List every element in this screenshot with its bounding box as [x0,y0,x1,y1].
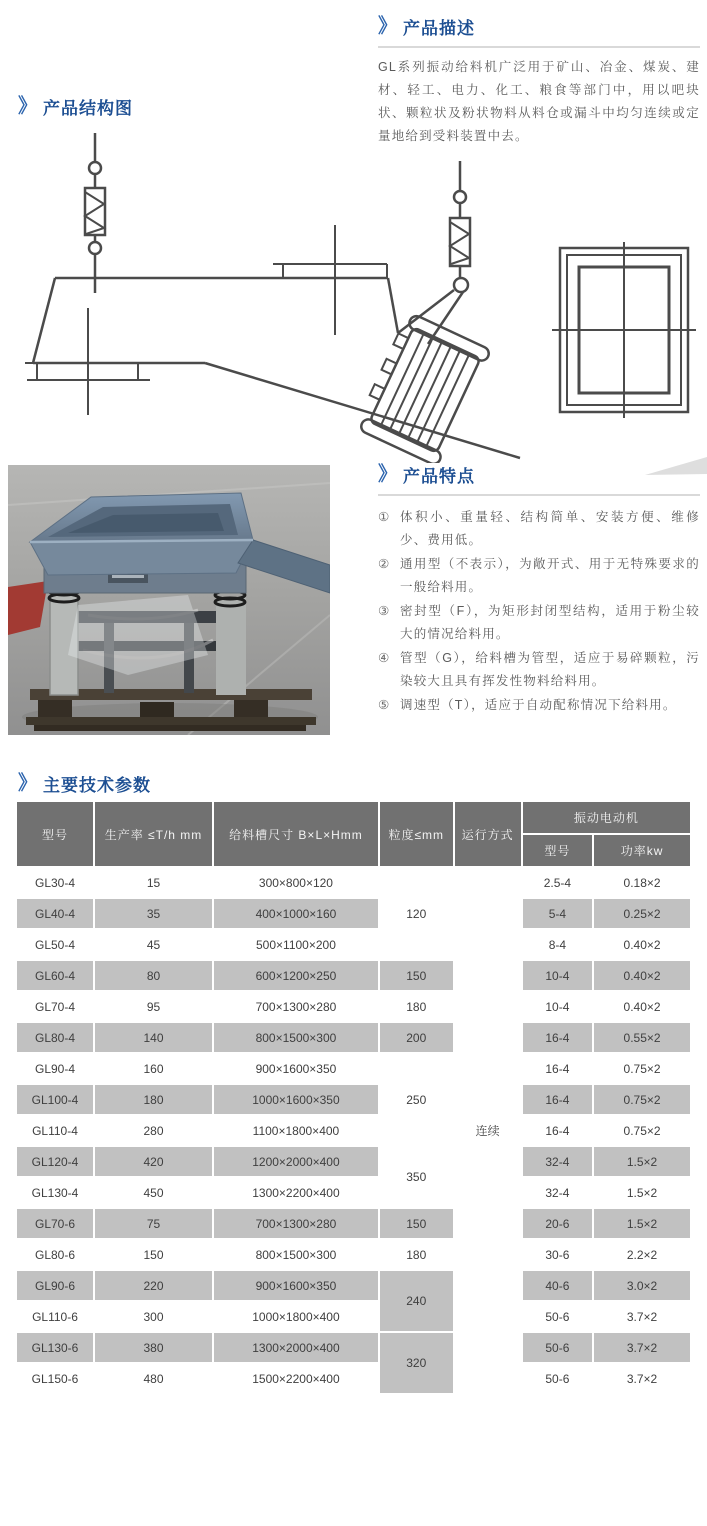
cell-motor-power: 0.25×2 [594,899,690,928]
cell-model: GL90-6 [17,1271,93,1300]
table-row [17,1271,690,1300]
col-header-particle: 粒度≤mm [380,802,453,866]
cell-motor-power: 1.5×2 [594,1178,690,1207]
structure-section-heading [18,94,133,119]
table-row [17,1333,690,1362]
col-header-operation: 运行方式 [455,802,521,866]
cell-particle: 120 [380,868,453,959]
cell-model: GL80-4 [17,1023,93,1052]
double-chevron-icon: 》 [18,772,38,795]
cell-trough: 1300×2000×400 [214,1333,378,1362]
cell-trough: 800×1500×300 [214,1023,378,1052]
feature-text: 密封型（F），为矩形封闭型结构，适用于粉尘较大的情况给料用。 [400,604,700,641]
section-title: 产品描述 [403,19,476,38]
cell-particle: 250 [380,1054,453,1145]
cell-motor-power: 0.75×2 [594,1116,690,1145]
cell-motor-model: 16-4 [523,1054,592,1083]
parameters-section-heading [18,771,151,796]
cell-motor-model: 10-4 [523,992,592,1021]
col-header-trough: 给料槽尺寸 B×L×Hmm [214,802,378,866]
cell-motor-model: 5-4 [523,899,592,928]
cell-rate: 300 [95,1302,212,1331]
cell-motor-model: 50-6 [523,1333,592,1362]
double-chevron-icon: 》 [18,95,38,118]
cell-trough: 900×1600×350 [214,1271,378,1300]
feature-item [378,694,700,717]
cell-model: GL100-4 [17,1085,93,1114]
cell-motor-power: 1.5×2 [594,1147,690,1176]
table-row [17,1302,690,1331]
cell-motor-power: 3.7×2 [594,1302,690,1331]
cell-trough: 800×1500×300 [214,1240,378,1269]
cell-model: GL80-6 [17,1240,93,1269]
cell-model: GL70-4 [17,992,93,1021]
cell-trough: 1000×1800×400 [214,1302,378,1331]
cell-motor-model: 16-4 [523,1116,592,1145]
cell-motor-model: 32-4 [523,1147,592,1176]
description-heading [378,14,700,39]
mid-crosshair [273,225,387,335]
table-row [17,1178,690,1207]
table-row [17,1240,690,1269]
cell-trough: 1300×2200×400 [214,1178,378,1207]
col-header-motor-group: 振动电动机 [523,802,690,833]
cell-model: GL120-4 [17,1147,93,1176]
table-header [17,802,690,866]
cell-model: GL110-6 [17,1302,93,1331]
cell-motor-power: 0.55×2 [594,1023,690,1052]
cell-particle: 240 [380,1271,453,1331]
table-row [17,1023,690,1052]
cell-motor-model: 10-4 [523,961,592,990]
feature-number: ⑤ [378,698,390,712]
cell-motor-power: 3.7×2 [594,1333,690,1362]
cell-trough: 500×1100×200 [214,930,378,959]
table-row [17,930,690,959]
cell-motor-model: 50-6 [523,1364,592,1393]
section-title: 主要技术参数 [43,776,152,795]
cell-motor-power: 0.40×2 [594,992,690,1021]
cell-motor-power: 0.18×2 [594,868,690,897]
cell-motor-model: 30-6 [523,1240,592,1269]
cell-motor-power: 3.0×2 [594,1271,690,1300]
cell-model: GL150-6 [17,1364,93,1393]
feature-item [378,600,700,645]
feature-number: ② [378,557,390,571]
cell-motor-power: 0.40×2 [594,961,690,990]
feature-item [378,506,700,551]
features-heading [378,462,700,487]
cell-rate: 140 [95,1023,212,1052]
cell-rate: 80 [95,961,212,990]
structure-diagram [0,128,707,463]
cell-motor-model: 20-6 [523,1209,592,1238]
table-row [17,1085,690,1114]
cell-trough: 300×800×120 [214,868,378,897]
table-body [17,868,690,1393]
cell-particle: 200 [380,1023,453,1052]
feature-item [378,553,700,598]
cell-rate: 180 [95,1085,212,1114]
cell-motor-model: 50-6 [523,1302,592,1331]
cell-model: GL60-4 [17,961,93,990]
cell-rate: 480 [95,1364,212,1393]
cell-model: GL90-4 [17,1054,93,1083]
cell-particle: 350 [380,1147,453,1207]
cell-operation: 连续 [455,868,521,1393]
cell-trough: 1000×1600×350 [214,1085,378,1114]
cell-rate: 450 [95,1178,212,1207]
col-header-model: 型号 [17,802,93,866]
cell-motor-model: 40-6 [523,1271,592,1300]
structure-diagram-svg [0,128,707,463]
features-list [378,506,700,717]
vibration-motor [354,312,491,463]
cell-motor-power: 1.5×2 [594,1209,690,1238]
table-row [17,992,690,1021]
cell-motor-power: 2.2×2 [594,1240,690,1269]
product-photo-svg [8,465,330,735]
cell-motor-model: 2.5-4 [523,868,592,897]
cell-particle: 320 [380,1333,453,1393]
heading-divider [378,46,700,48]
cell-model: GL70-6 [17,1209,93,1238]
cell-rate: 15 [95,868,212,897]
product-photo [8,465,330,735]
cell-model: GL50-4 [17,930,93,959]
feature-item [378,647,700,692]
section-title: 产品结构图 [43,99,134,118]
cell-rate: 280 [95,1116,212,1145]
cell-motor-model: 16-4 [523,1023,592,1052]
cell-particle: 180 [380,1240,453,1269]
cell-trough: 700×1300×280 [214,1209,378,1238]
cell-particle: 150 [380,1209,453,1238]
cell-motor-power: 3.7×2 [594,1364,690,1393]
cell-motor-model: 16-4 [523,1085,592,1114]
feature-text: 管型（G），给料槽为管型，适应于易碎颗粒，污染较大且具有挥发性物料给料用。 [400,651,700,688]
cell-rate: 160 [95,1054,212,1083]
cell-trough: 900×1600×350 [214,1054,378,1083]
feature-text: 调速型（T），适应于自动配称情况下给料用。 [400,698,677,712]
cell-rate: 420 [95,1147,212,1176]
section-title: 产品特点 [403,467,476,486]
description-body: GL系列振动给料机广泛用于矿山、冶金、煤炭、建材、轻工、电力、化工、粮食等部门中，用以吧块状、颗粒状及粉状物料从料仓或漏斗中均匀连续或定量地给到受料装置中去。 [378,60,700,143]
cell-trough: 1500×2200×400 [214,1364,378,1393]
feature-text: 通用型（不表示），为敞开式、用于无特殊要求的一般给料用。 [400,557,700,594]
cell-model: GL40-4 [17,899,93,928]
cell-motor-model: 8-4 [523,930,592,959]
cell-rate: 45 [95,930,212,959]
cell-motor-model: 32-4 [523,1178,592,1207]
feature-number: ④ [378,651,390,665]
cell-rate: 380 [95,1333,212,1362]
cell-particle: 180 [380,992,453,1021]
heading-divider [378,494,700,496]
cell-trough: 1200×2000×400 [214,1147,378,1176]
cell-trough: 600×1200×250 [214,961,378,990]
table-row [17,961,690,990]
col-header-motor-model: 型号 [523,835,592,866]
cell-rate: 75 [95,1209,212,1238]
cell-rate: 220 [95,1271,212,1300]
hanger-spring-left [85,133,105,293]
table-row [17,1147,690,1176]
double-chevron-icon: 》 [378,463,398,486]
cell-rate: 35 [95,899,212,928]
cell-trough: 400×1000×160 [214,899,378,928]
cell-motor-power: 0.75×2 [594,1054,690,1083]
col-header-rate: 生产率 ≤T/h mm [95,802,212,866]
cell-rate: 150 [95,1240,212,1269]
header-row [17,802,690,833]
feature-number: ③ [378,604,390,618]
cell-rate: 95 [95,992,212,1021]
cell-trough: 700×1300×280 [214,992,378,1021]
feature-text: 体积小、重量轻、结构简单、安装方便、维修少、费用低。 [400,510,700,547]
feature-number: ① [378,510,390,524]
cell-trough: 1100×1800×400 [214,1116,378,1145]
table-row [17,1054,690,1083]
cell-motor-power: 0.75×2 [594,1085,690,1114]
cell-motor-power: 0.40×2 [594,930,690,959]
cell-model: GL130-6 [17,1333,93,1362]
col-header-motor-power: 功率kw [594,835,690,866]
hanger-spring-right [450,161,470,292]
table-row [17,1364,690,1393]
table-row [17,1116,690,1145]
cell-model: GL130-4 [17,1178,93,1207]
cell-model: GL110-4 [17,1116,93,1145]
double-chevron-icon: 》 [378,15,398,38]
table-row [17,868,690,897]
cell-particle: 150 [380,961,453,990]
table-row [17,899,690,928]
parameters-table-wrap [15,800,692,1395]
cell-model: GL30-4 [17,868,93,897]
table-row [17,1209,690,1238]
parameters-table [15,800,692,1395]
features-section [378,462,700,719]
trough-end-view [552,242,696,418]
